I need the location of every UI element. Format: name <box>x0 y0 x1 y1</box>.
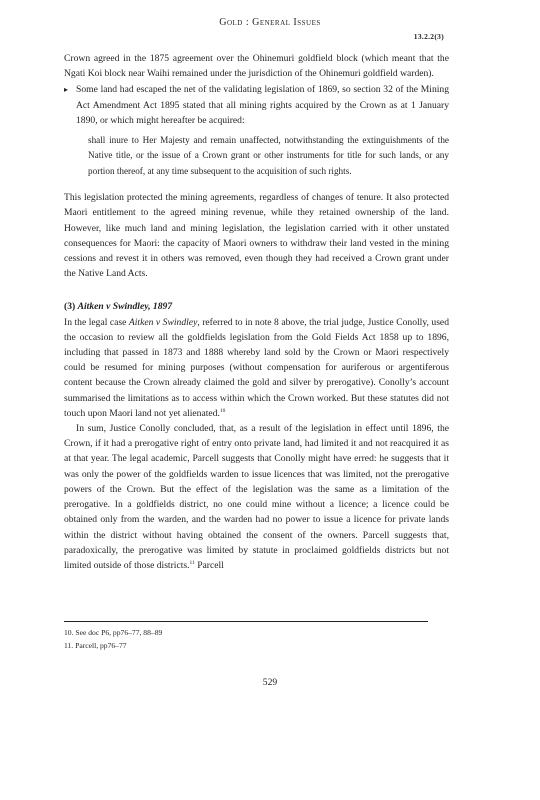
page-number: 529 <box>262 677 278 688</box>
continuation-paragraph: Crown agreed in the 1875 agreement over the Ohinemuri goldfield block (which meant that the Ngati Koi block near Waihi remained under the jurisdiction of the Ohinemuri goldfield warden). <box>64 53 449 80</box>
heading-number: (3) <box>64 301 76 313</box>
footnote-ref-10[interactable]: 10 <box>219 407 226 414</box>
paragraph-aitken <box>64 315 449 421</box>
block-quote: shall inure to Her Majesty and remain unaffected, notwithstanding the extinguishments of the Native title, or the issue of a Crown grant or other instruments for title for such lands, or any portion thereof, at any time subsequent to the acquisition of such rights. <box>88 135 449 176</box>
paragraph-conolly <box>64 421 449 573</box>
bullet-text: Some land had escaped the net of the validating legislation of 1869, so section 32 of the Mining Act Amendment Act 1895 stated that all mining rights acquired by the Crown as at 1 January 1890, or which might hereafter be acquired: <box>76 84 449 126</box>
footnote-11: 11. Parcell, pp76–77 <box>64 641 127 650</box>
bullet-item <box>64 82 449 128</box>
section-heading <box>64 299 449 314</box>
para3-tail: Parcell <box>194 559 224 571</box>
para2-rest: , referred to in note 8 above, the trial judge, Justice Conolly, used the occasion to review all the goldfields legislation from the Gold Fields Act 1858 up to 1896, including that passed in 1873 and 1888 whereby land sold by the Crown or Maori respectively could be resumed for mining purposes (without compensation for auriferous or argentiferous content because the Crown already claimed the gold and silver by prerogative). Conolly’s account summarised the limitations as to access within which the Crown worked. But these statutes did not touch upon Maori land not yet alienated. <box>64 316 449 419</box>
running-head: Gold : General Issues <box>219 17 321 28</box>
body-text <box>64 51 449 573</box>
heading-title: Aitken v Swindley, 1897 <box>77 301 173 313</box>
paragraph-legislation: This legislation protected the mining agreements, regardless of changes of tenure. It also protected Maori entitlement to the agreed mining revenue, while they retained ownership of the land. However, like much land and mining legislation, the legislation carried with it other unstated consequences for Maori: the capacity of Maori owners to withdraw their land vested in the mining cessions and revest it in others was removed, even though they had received a Crown grant under the Native Land Acts. <box>64 192 449 280</box>
footnote-10: 10. See doc P6, pp76–77, 88–89 <box>64 628 163 637</box>
para2-start: In the legal case <box>64 316 129 328</box>
footnote-divider <box>64 621 428 622</box>
case-name: Aitken v Swindley <box>128 316 198 328</box>
para3-text: In sum, Justice Conolly concluded, that, as a result of the legislation in effect until 1896, the Crown, if it had a prerogative right of entry onto private land, had limited it and not reacquired it as at that year. The legal academic, Parcell suggests that Conolly might have erred: he suggests that it was only the power of the goldfields warden to issue licences that was limited, not the prerogative powers of the Crown. But the effect of the legislation was the same as a limitation of the prerogative. In a goldfields district, no one could mine without a licence; a licence could be obtained only from the warden, and the warden had no power to issue a licence for private lands within the district without having obtained the consent of the owners. Parcell suggests that, paradoxically, the prerogative was limited by statute in proclaimed goldfields districts but not limited outside of those districts. <box>64 423 449 571</box>
section-number: 13.2.2(3) <box>413 32 444 41</box>
footnotes <box>64 626 449 652</box>
footnote-ref-11[interactable]: 11 <box>189 559 195 566</box>
triangle-bullet-icon: ▸ <box>64 85 69 95</box>
